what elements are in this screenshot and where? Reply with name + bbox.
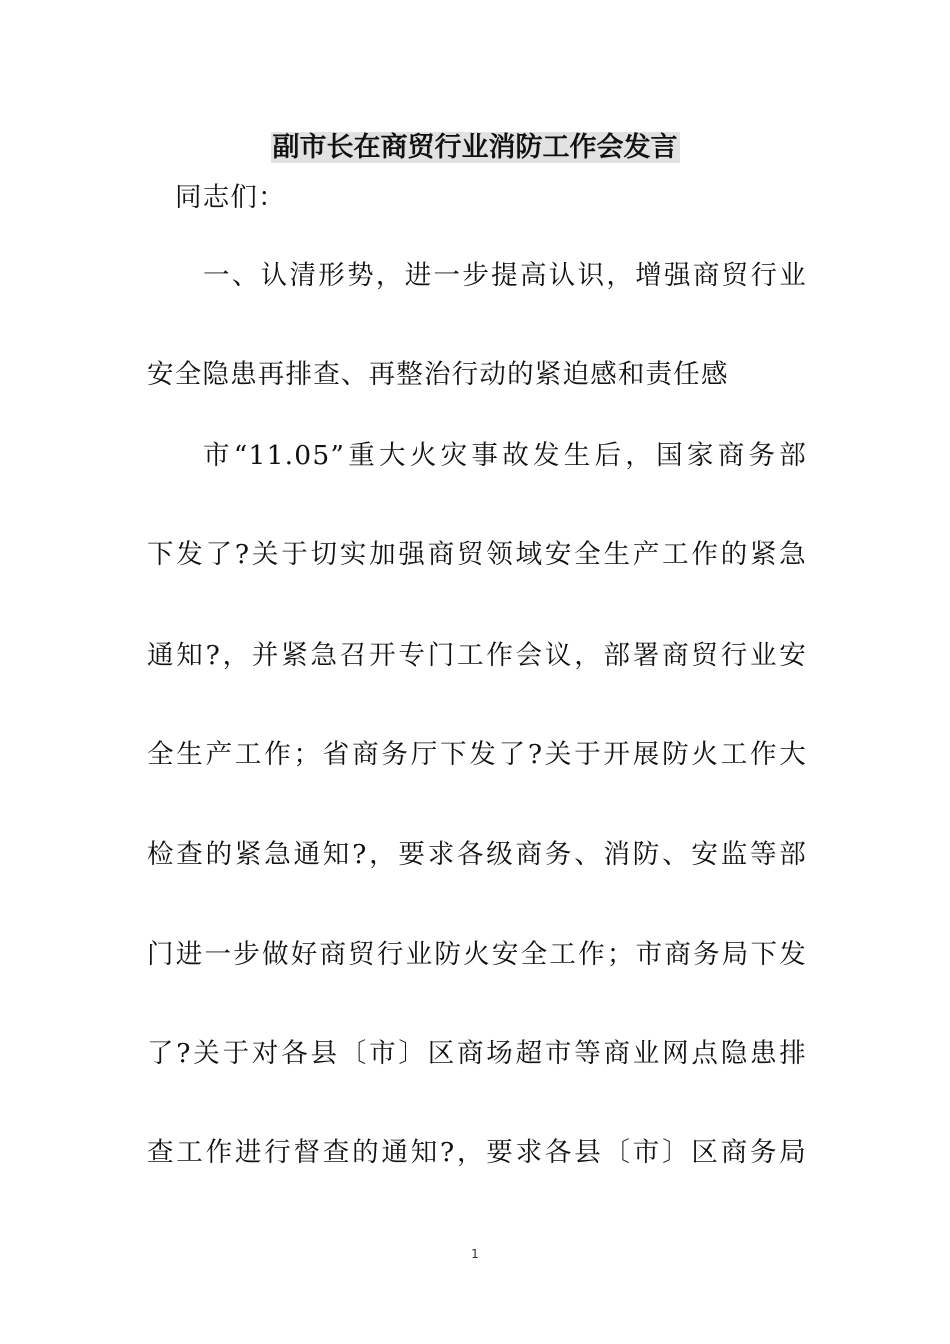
body-line-9: 了?关于对各县〔市〕区商场超市等商业网点隐患排 [147,1038,807,1069]
body-line-4: 下发了?关于切实加强商贸领域安全生产工作的紧急 [147,539,807,570]
greeting-text: 同志们： [175,182,286,213]
body-line-10: 查工作进行督查的通知?，要求各县〔市〕区商务局 [147,1137,807,1168]
document-title [0,128,950,168]
body-line-5: 通知?，并紧急召开专门工作会议，部署商贸行业安 [147,640,807,671]
body-line-1: 一、认清形势，进一步提高认识，增强商贸行业 [203,260,807,291]
body-line-2: 安全隐患再排查、再整治行动的紧迫感和责任感 [147,359,729,390]
body-line-3: 市“11.05”重大火灾事故发生后，国家商务部 [203,440,807,471]
body-line-8: 门进一步做好商贸行业防火安全工作；市商务局下发 [147,939,807,970]
document-title-text: 副市长在商贸行业消防工作会发言 [272,132,678,163]
body-line-7: 检查的紧急通知?，要求各级商务、消防、安监等部 [147,839,807,870]
page-number: 1 [471,1247,479,1261]
body-line-6: 全生产工作；省商务厅下发了?关于开展防火工作大 [147,739,807,770]
